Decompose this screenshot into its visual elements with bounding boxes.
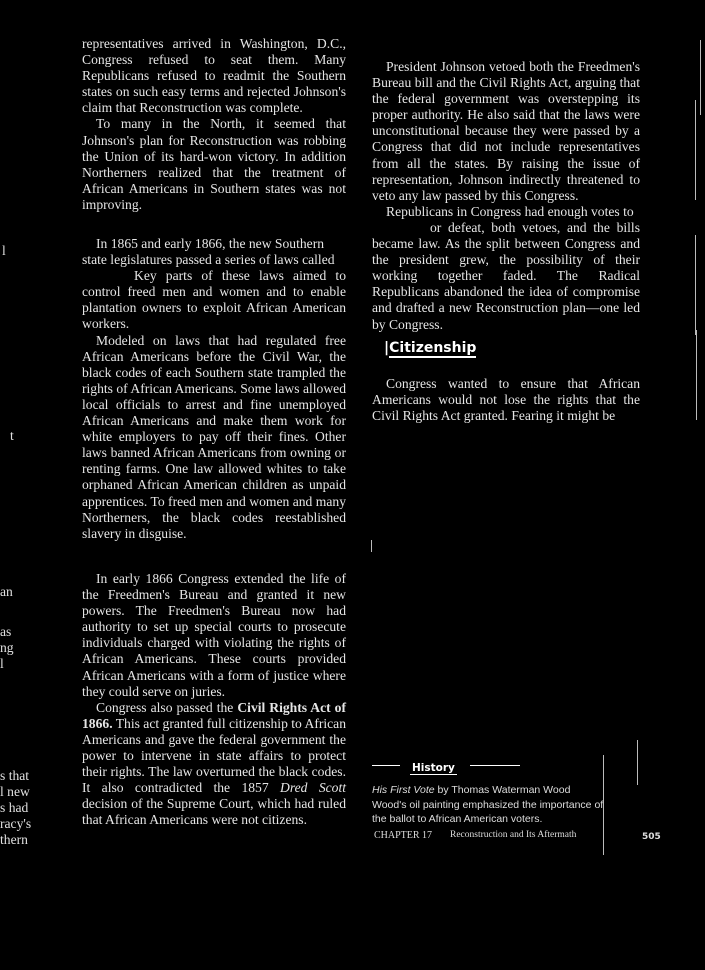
key-term: Civil Rights Act of 1866. — [82, 699, 346, 731]
right-column-block-1 — [372, 59, 640, 333]
chapter-label: CHAPTER 17 — [374, 830, 433, 841]
caption-label: History — [412, 762, 455, 774]
paragraph: Congress wanted to ensure that African Americans would not lose the rights that the Civil Rights Act granted. Fearing it might be — [372, 376, 640, 424]
paragraph: In early 1866 Congress extended the life of the Freedmen's Bureau and granted it new powers. The Freedmen's Bureau now had authority to set up special courts to prosecute individuals charged with violating the rights of African Americans. These courts provided African Americans with a form of justice where they could serve on juries. — [82, 571, 346, 699]
scan-line — [371, 540, 372, 552]
paragraph: In 1865 and early 1866, the new Southern state legislatures passed a series of laws called — [82, 236, 335, 268]
section-heading: |Citizenship — [384, 340, 477, 356]
margin-fragment: an — [0, 584, 13, 599]
image-caption — [372, 783, 612, 827]
margin-fragment: s had — [0, 800, 29, 815]
caption-rule — [372, 765, 400, 766]
artwork-title: His First Vote — [372, 784, 435, 796]
scan-line — [695, 235, 696, 335]
artist-byline: by Thomas Waterman Wood — [434, 784, 571, 796]
margin-fragment: ng — [0, 640, 14, 655]
page-number: 505 — [642, 832, 661, 842]
paragraph: Republicans in Congress had enough votes to — [386, 203, 634, 219]
text: This act granted full citizenship to African Americans and gave the federal government the power to intervene in state affairs to protect their rights. The law overturned the black codes. It also contradicted the 1857 — [82, 715, 347, 796]
margin-fragment: as — [0, 624, 12, 639]
paragraph: Key parts of these laws aimed to control freed men and women and to enable plantation owners to exploit African American workers. — [82, 268, 346, 332]
left-column-block-2 — [82, 236, 346, 542]
right-column-block-2 — [372, 376, 640, 424]
text: decision of the Supreme Court, which had ruled that African Americans were not citizens. — [82, 796, 346, 828]
paragraph: President Johnson vetoed both the Freedmen's Bureau bill and the Civil Rights Act, arguing that the federal government was overstepping its proper authority. He also said that the laws were unconstitutional because they were passed by a Congress that did not include representatives from all the states. By raising the issue of representation, Johnson indirectly threatened to veto any law passed by this Congress. — [372, 59, 640, 203]
margin-fragment: l — [0, 656, 4, 671]
text: Congress also passed the — [96, 699, 238, 715]
margin-fragment: t — [10, 428, 14, 443]
chapter-title: Reconstruction and Its Aftermath — [450, 830, 577, 840]
margin-fragment: l new — [0, 784, 30, 799]
left-column-block-3 — [82, 571, 346, 829]
left-column-block-1 — [82, 36, 346, 213]
margin-fragment: l — [2, 243, 6, 258]
paragraph: representatives arrived in Washington, D.C., Congress refused to seat them. Many Republicans refused to readmit the Southern states on such easy terms and rejected Johnson's claim that Reconstruction was complete. — [82, 36, 346, 116]
margin-fragment: racy's — [0, 816, 32, 831]
paragraph: To many in the North, it seemed that Johnson's plan for Reconstruction was robbing the Union of its hard-won victory. In addition Northerners realized that the treatment of African Americans in Southern states was not improving. — [82, 116, 346, 212]
scan-line — [637, 740, 638, 785]
scan-line — [700, 40, 701, 115]
scan-line — [695, 100, 696, 200]
paragraph: or defeat, both vetoes, and the bills became law. As the split between Congress and the president grew, the possibility of their working together faded. The Radical Republicans abandoned the idea of compromise and drafted a new Reconstruction plan—one led by Congress. — [372, 219, 640, 332]
margin-fragment: s that — [0, 768, 30, 783]
caption-text: Wood's oil painting emphasized the importance of the ballot to African American voters. — [372, 798, 604, 825]
caption-rule — [470, 765, 520, 766]
heading-text: Citizenship — [389, 340, 477, 356]
paragraph: Modeled on laws that had regulated free African Americans before the Civil War, the black codes of each Southern state trampled the rights of African Americans. Some laws allowed local officials to arrest and fine unemployed African Americans and make them work for white employers to pay off their fines. Other laws banned African Americans from owning or renting farms. One law allowed whites to take orphaned African American children as unpaid apprentices. To freed men and women and many Northerners, the black codes reestablished slavery in disguise. — [82, 332, 346, 541]
scan-line — [696, 330, 697, 420]
case-name: Dred Scott — [280, 780, 346, 796]
margin-fragment: thern — [0, 832, 28, 847]
paragraph — [82, 700, 346, 829]
caption-title — [372, 783, 612, 798]
